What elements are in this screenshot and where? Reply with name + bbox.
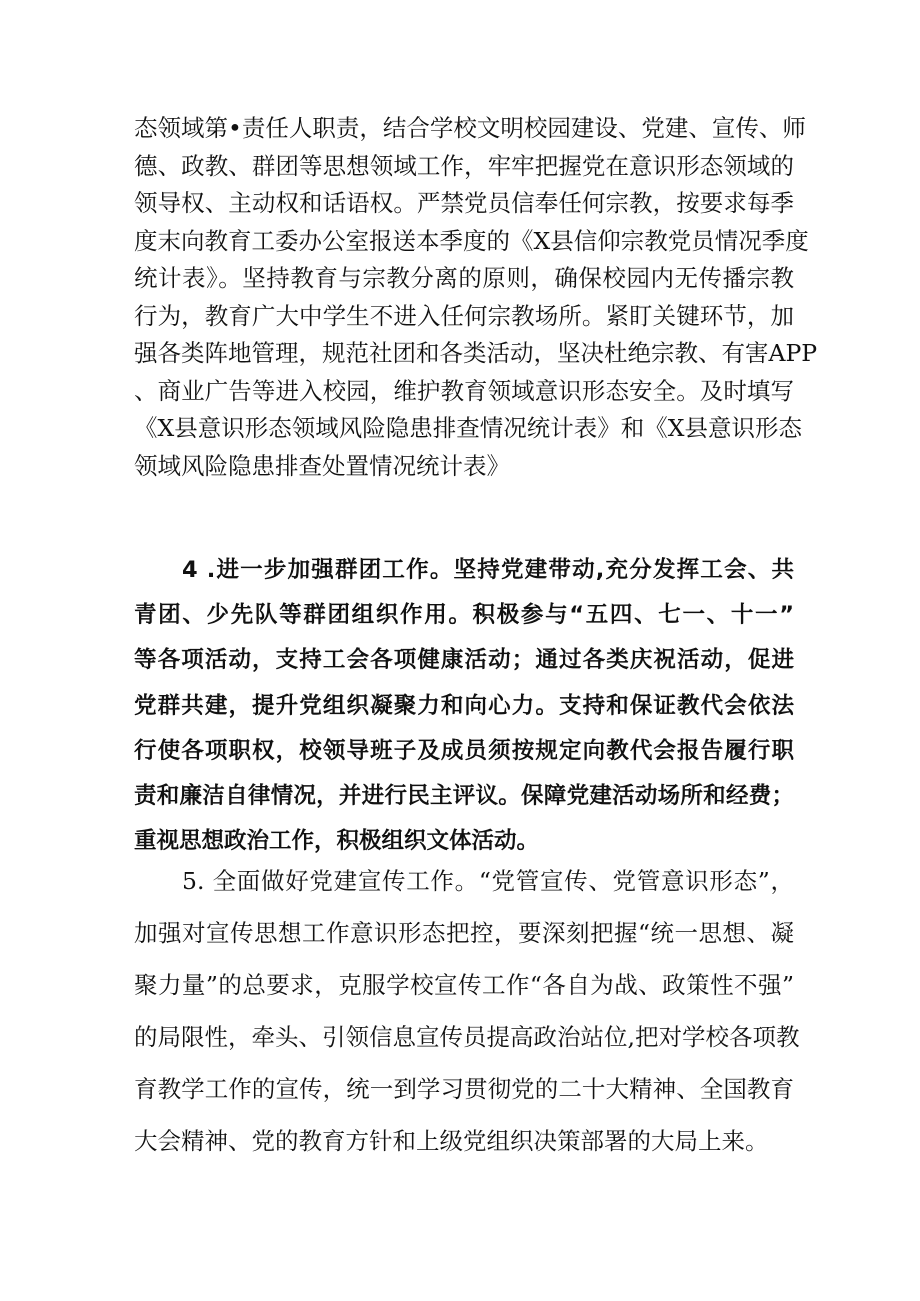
text-line: 育教学工作的宣传，统一到学习贯彻党的二十大精神、全国教育 (134, 1075, 794, 1103)
text-line: 行为，教育广大中学生不进入任何宗教场所。紧盯关键环节，加 (134, 301, 794, 330)
paragraph-publicity (134, 855, 800, 1167)
text-line: 行使各项职权，校领导班子及成员须按规定向教代会报告履行职 (134, 737, 794, 764)
section-heading-line: 5. 全面做好党建宣传工作。“党管宣传、党管意识形态”， (182, 867, 794, 895)
text-line: 重视思想政治工作，积极组织文体活动。 (134, 828, 540, 855)
text-line: 加强对宣传思想工作意识形态把控，要深刻把握“统一思想、凝 (134, 919, 794, 947)
text-line: 青团、少先队等群团组织作用。积极参与“五四、七一、十一” (134, 602, 794, 629)
text-line: 的局限性，牵头、引领信息宣传员提高政治站位,把对学校各项教 (134, 1023, 800, 1051)
text-line: 德、政教、群团等思想领域工作，牢牢把握党在意识形态领域的 (134, 151, 794, 180)
text-line: 大会精神、党的教育方针和上级党组织决策部署的大局上来。 (134, 1127, 769, 1155)
text-line: 、商业广告等进入校园，维护教育领域意识形态安全。及时填写 (134, 376, 794, 405)
text-line: 强各类阵地管理，规范社团和各类活动，坚决杜绝宗教、有害APP (134, 339, 818, 367)
section-heading-line: 4 .进一步加强群团工作。坚持党建带动,充分发挥工会、共 (182, 557, 794, 583)
text-line: 态领域第•责任人职责，结合学校文明校园建设、党建、宣传、师 (134, 114, 806, 142)
text-line: 领导权、主动权和话语权。严禁党员信奉任何宗教，按要求每季 (134, 189, 794, 217)
text-line: 聚力量”的总要求，克服学校宣传工作“各自为战、政策性不强” (134, 971, 794, 999)
text-line: 领域风险隐患排查处置情况统计表》 (134, 451, 510, 480)
text-line: 党群共建，提升党组织凝聚力和向心力。支持和保证教代会依法 (134, 692, 794, 719)
text-line: 度末向教育工委办公室报送本季度的《X县信仰宗教党员情况季度 (134, 226, 809, 255)
paragraph-ideology (134, 110, 818, 485)
paragraph-mass-organizations (134, 548, 794, 864)
text-line: 统计表》。坚持教育与宗教分离的原则，确保校园内无传播宗教 (134, 264, 794, 292)
text-line: 《X县意识形态领域风险隐患排查情况统计表》和《X县意识形态 (134, 414, 802, 442)
text-line: 等各项活动，支持工会各项健康活动；通过各类庆祝活动，促进 (134, 647, 794, 674)
text-line: 责和廉洁自律情况，并进行民主评议。保障党建活动场所和经费； (134, 782, 794, 809)
